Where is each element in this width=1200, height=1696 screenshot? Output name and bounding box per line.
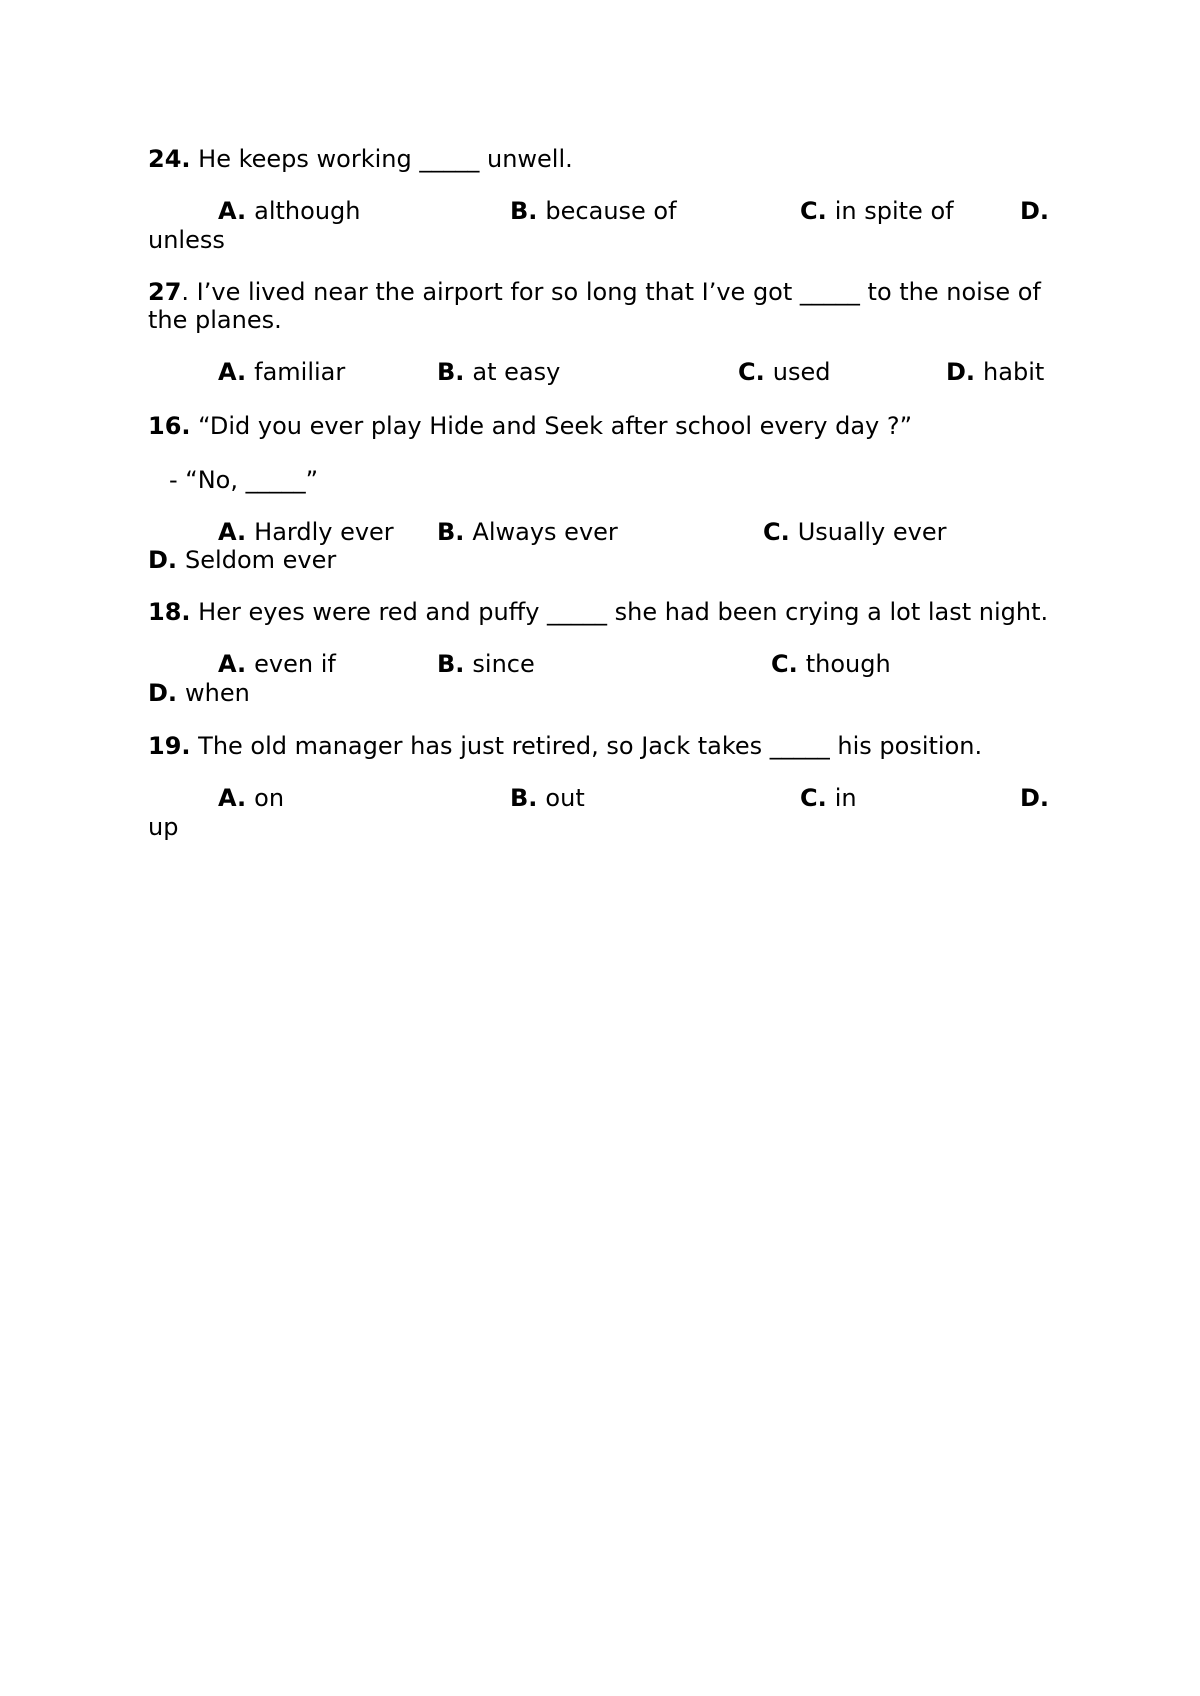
question-number: 19. bbox=[148, 732, 191, 760]
question-text: “Did you ever play Hide and Seek after school every day ?” bbox=[198, 412, 913, 440]
option-d-text bbox=[148, 813, 178, 842]
option-a bbox=[218, 650, 336, 679]
option-text: out bbox=[545, 784, 585, 812]
option-letter: A. bbox=[218, 784, 247, 812]
option-letter: D. bbox=[946, 358, 976, 386]
option-text: when bbox=[185, 679, 250, 707]
option-text: since bbox=[472, 650, 535, 678]
question-19 bbox=[148, 732, 982, 761]
option-text: even if bbox=[254, 650, 336, 678]
option-letter: A. bbox=[218, 358, 247, 386]
option-letter: C. bbox=[800, 784, 827, 812]
option-letter: C. bbox=[738, 358, 765, 386]
option-letter: C. bbox=[771, 650, 798, 678]
option-b bbox=[437, 358, 560, 387]
option-text: though bbox=[805, 650, 891, 678]
option-c bbox=[771, 650, 891, 679]
option-letter: C. bbox=[763, 518, 790, 546]
option-d bbox=[148, 546, 336, 575]
option-c bbox=[763, 518, 947, 547]
option-letter: A. bbox=[218, 518, 247, 546]
option-letter: A. bbox=[218, 197, 247, 225]
option-text: Hardly ever bbox=[254, 518, 394, 546]
question-number: 27 bbox=[148, 278, 182, 306]
question-16-reply bbox=[169, 466, 318, 495]
option-letter: B. bbox=[437, 358, 465, 386]
option-c bbox=[738, 358, 830, 387]
option-text: on bbox=[254, 784, 285, 812]
option-b bbox=[437, 650, 535, 679]
question-text: Her eyes were red and puffy _____ she had been crying a lot last night. bbox=[198, 598, 1049, 626]
question-text: the planes. bbox=[148, 306, 282, 334]
question-number: 16. bbox=[148, 412, 191, 440]
question-text: The old manager has just retired, so Jack takes _____ his position. bbox=[198, 732, 983, 760]
option-text: familiar bbox=[254, 358, 346, 386]
option-letter: A. bbox=[218, 650, 247, 678]
question-24 bbox=[148, 145, 573, 174]
option-a bbox=[218, 358, 345, 387]
option-text: habit bbox=[983, 358, 1045, 386]
question-27 bbox=[148, 278, 1041, 307]
option-c bbox=[800, 197, 954, 226]
option-a bbox=[218, 197, 360, 226]
option-d bbox=[148, 679, 250, 708]
option-d-letter bbox=[1020, 784, 1057, 813]
option-letter: B. bbox=[437, 650, 465, 678]
question-text: He keeps working _____ unwell. bbox=[198, 145, 573, 173]
option-d-letter bbox=[1020, 197, 1057, 226]
question-text: . I’ve lived near the airport for so long that I’ve got _____ to the noise of bbox=[181, 278, 1041, 306]
option-text: in spite of bbox=[834, 197, 954, 225]
question-number: 18. bbox=[148, 598, 191, 626]
option-letter: C. bbox=[800, 197, 827, 225]
question-18 bbox=[148, 598, 1048, 627]
option-c bbox=[800, 784, 857, 813]
option-text: up bbox=[148, 813, 179, 841]
option-b bbox=[437, 518, 618, 547]
option-letter: D. bbox=[148, 546, 178, 574]
option-b bbox=[510, 784, 585, 813]
option-a bbox=[218, 518, 394, 547]
option-b bbox=[510, 197, 677, 226]
option-a bbox=[218, 784, 284, 813]
question-16 bbox=[148, 412, 912, 441]
reply-text: - “No, _____” bbox=[169, 466, 319, 494]
option-text: used bbox=[772, 358, 831, 386]
option-text: unless bbox=[148, 226, 225, 254]
option-letter: D. bbox=[1020, 197, 1050, 225]
option-text: although bbox=[254, 197, 361, 225]
option-letter: B. bbox=[510, 197, 538, 225]
option-letter: B. bbox=[437, 518, 465, 546]
option-d-text bbox=[148, 226, 225, 255]
option-text: Always ever bbox=[472, 518, 618, 546]
option-text: in bbox=[834, 784, 857, 812]
option-d bbox=[946, 358, 1044, 387]
option-letter: D. bbox=[1020, 784, 1050, 812]
option-letter: B. bbox=[510, 784, 538, 812]
option-text: at easy bbox=[472, 358, 561, 386]
question-27-continued bbox=[148, 306, 282, 335]
question-number: 24. bbox=[148, 145, 191, 173]
option-text: Seldom ever bbox=[185, 546, 337, 574]
option-text: Usually ever bbox=[797, 518, 947, 546]
option-text: because of bbox=[545, 197, 677, 225]
option-letter: D. bbox=[148, 679, 178, 707]
